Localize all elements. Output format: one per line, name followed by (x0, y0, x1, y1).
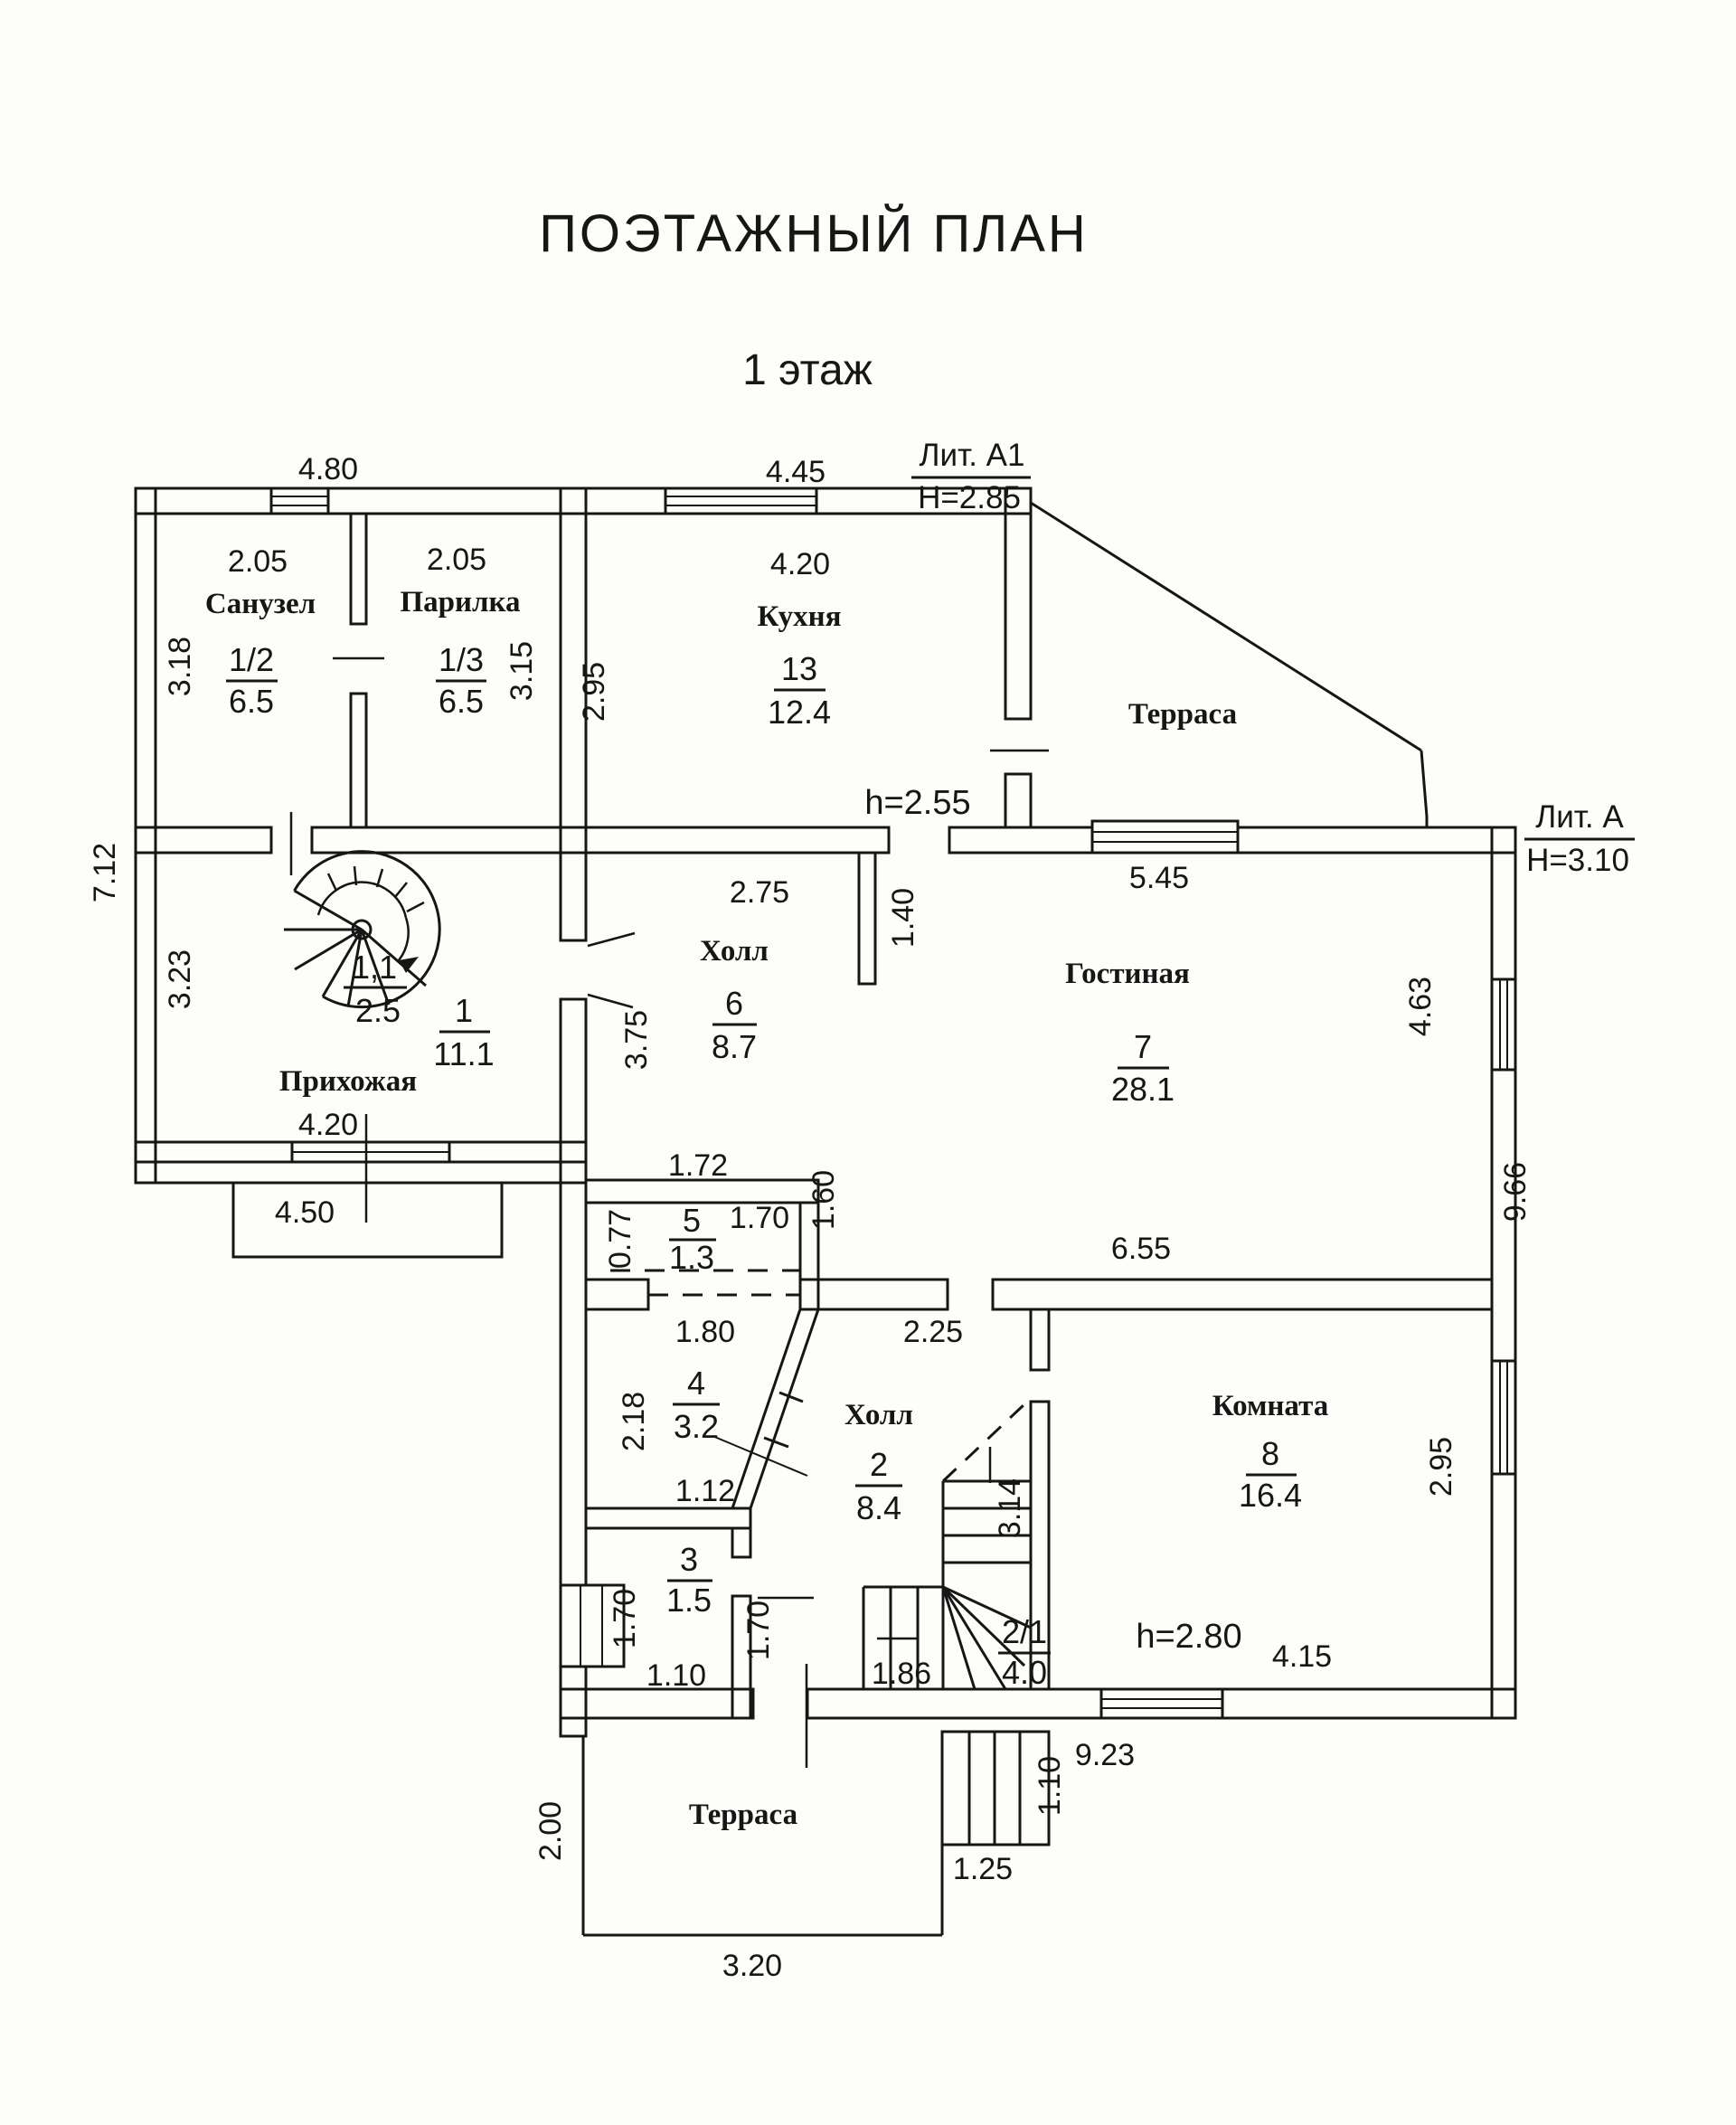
height-note-kitchen: h=2.55 (864, 784, 971, 822)
window-icon (1092, 821, 1238, 853)
svg-text:7: 7 (1133, 1028, 1153, 1065)
room-label-room8: Комната (1212, 1390, 1329, 1422)
room-label-sanuzel: Санузел (204, 588, 316, 620)
svg-text:2.5: 2.5 (354, 992, 401, 1029)
svg-text:6.5: 6.5 (438, 683, 485, 720)
wall (586, 1180, 818, 1203)
room-label-terrace-top: Терраса (1127, 698, 1238, 731)
terrace-bottom-outline (583, 1736, 942, 1935)
dim-1.70-c: 1.70 (741, 1600, 776, 1661)
dim-3.14: 3.14 (993, 1478, 1027, 1539)
dim-6.55: 6.55 (1110, 1232, 1172, 1266)
room-label-hallway: Прихожая (278, 1065, 418, 1098)
dim-0.77: 0.77 (603, 1208, 637, 1270)
wall (732, 1528, 750, 1557)
svg-text:6: 6 (724, 985, 744, 1022)
dim-1.10-b: 1.10 (1033, 1755, 1067, 1817)
dim-4.45: 4.45 (765, 455, 826, 489)
svg-text:8.7: 8.7 (711, 1028, 758, 1065)
dim-5.45: 5.45 (1128, 861, 1190, 895)
svg-text:8.4: 8.4 (855, 1489, 902, 1526)
svg-text:1.3: 1.3 (668, 1239, 715, 1276)
dim-1.25: 1.25 (952, 1852, 1014, 1886)
dim-3.18: 3.18 (163, 636, 197, 697)
wall (351, 694, 366, 827)
svg-text:11.1: 11.1 (433, 1035, 495, 1072)
dim-1.70-a: 1.70 (729, 1201, 790, 1235)
wall (561, 1689, 753, 1718)
wall (993, 1280, 1492, 1309)
lit-a-height: Н=3.10 (1526, 843, 1629, 878)
window-icon (1492, 979, 1515, 1070)
room-fraction-r5 (669, 1202, 716, 1276)
svg-text:8: 8 (1260, 1435, 1280, 1472)
room-fraction-hallway (433, 992, 494, 1072)
room-fraction-hall6 (712, 985, 757, 1065)
wall (1222, 1689, 1515, 1718)
dim-2.00: 2.00 (533, 1800, 568, 1862)
dim-2.05-b: 2.05 (426, 543, 487, 577)
dim-1.10-a: 1.10 (646, 1658, 707, 1693)
diagonal-wall (732, 1309, 818, 1508)
dim-3.23: 3.23 (163, 949, 197, 1010)
svg-text:1/2: 1/2 (228, 641, 275, 678)
porch-outline (233, 1183, 502, 1257)
stair-cut-line (943, 1404, 1024, 1481)
wall (800, 1280, 948, 1309)
dim-1.40: 1.40 (886, 887, 920, 949)
dim-2.95-room8: 2.95 (1424, 1436, 1458, 1497)
dim-7.12: 7.12 (88, 842, 122, 903)
window-icon (1101, 1689, 1222, 1718)
dim-9.66: 9.66 (1498, 1161, 1533, 1223)
dim-3.20: 3.20 (722, 1949, 783, 1983)
svg-text:4.0: 4.0 (1001, 1654, 1048, 1691)
dim-1.12: 1.12 (675, 1474, 736, 1508)
room-fraction-room8 (1239, 1435, 1302, 1514)
dim-4.80: 4.80 (297, 452, 359, 486)
wall (859, 853, 875, 984)
dim-2.25: 2.25 (902, 1315, 964, 1349)
wall (136, 488, 156, 1183)
room-fraction-r4 (673, 1365, 720, 1445)
window-icon (665, 488, 816, 514)
room-label-parilka: Парилка (400, 586, 521, 619)
wall (807, 1689, 1101, 1718)
dim-1.70-b: 1.70 (608, 1588, 642, 1649)
svg-text:5: 5 (682, 1202, 702, 1239)
dim-2.95-kitchen: 2.95 (577, 661, 611, 722)
svg-text:1.5: 1.5 (665, 1582, 712, 1619)
svg-text:4: 4 (686, 1365, 706, 1402)
lit-a1-height: Н=2.85 (918, 480, 1021, 515)
wall (586, 1508, 750, 1528)
svg-text:6.5: 6.5 (228, 683, 275, 720)
wall (1005, 488, 1031, 719)
wall (1005, 774, 1031, 827)
dim-2.05-a: 2.05 (227, 544, 288, 579)
room-fraction-parilka (436, 641, 486, 720)
svg-text:2/1: 2/1 (1001, 1613, 1048, 1650)
room-fraction-hall2 (855, 1446, 902, 1526)
svg-text:2: 2 (869, 1446, 889, 1483)
room-label-hall6: Холл (700, 935, 769, 968)
terrace-top-outline (1031, 503, 1427, 827)
wall (1492, 827, 1515, 1718)
svg-text:16.4: 16.4 (1238, 1477, 1303, 1514)
room-fractions (226, 641, 1302, 1691)
dim-4.20-kitchen: 4.20 (769, 547, 831, 581)
window-icon (271, 488, 328, 514)
wall (1031, 1309, 1049, 1370)
dim-1.60: 1.60 (807, 1169, 841, 1231)
dim-3.75: 3.75 (619, 1009, 654, 1071)
svg-text:28.1: 28.1 (1110, 1071, 1175, 1108)
door-leaf-line (712, 1436, 807, 1476)
dim-4.63: 4.63 (1403, 976, 1438, 1037)
wall (136, 1162, 586, 1183)
window-icon (1492, 1361, 1515, 1474)
wall (586, 1280, 648, 1309)
lit-a-label: Лит. А (1535, 799, 1624, 835)
dim-4.20-hallway: 4.20 (297, 1108, 359, 1142)
window-icon (292, 1142, 449, 1162)
wall (312, 827, 889, 853)
svg-text:3.2: 3.2 (673, 1408, 720, 1445)
page-subtitle: 1 этаж (742, 346, 873, 394)
svg-text:12.4: 12.4 (767, 694, 832, 731)
svg-text:13: 13 (780, 650, 818, 687)
room-label-kitchen: Кухня (757, 600, 842, 633)
dim-2.75: 2.75 (729, 875, 790, 910)
dim-4.15: 4.15 (1271, 1639, 1333, 1674)
svg-text:1,1: 1,1 (351, 949, 398, 986)
room-fraction-sanuzel (226, 641, 278, 720)
dim-1.86: 1.86 (871, 1657, 932, 1691)
svg-text:1/3: 1/3 (438, 641, 485, 678)
svg-text:1: 1 (454, 992, 474, 1029)
page-title: ПОЭТАЖНЫЙ ПЛАН (539, 204, 1089, 263)
wall (351, 514, 366, 624)
dim-1.80: 1.80 (675, 1315, 736, 1349)
lit-a1-label: Лит. А1 (919, 438, 1025, 473)
dim-3.15: 3.15 (505, 640, 539, 702)
room-label-hall2: Холл (844, 1399, 913, 1431)
room-label-terrace-bottom: Терраса (688, 1799, 798, 1831)
svg-text:3: 3 (679, 1541, 699, 1578)
dim-4.50: 4.50 (274, 1195, 335, 1230)
dim-2.18: 2.18 (617, 1391, 651, 1452)
dim-1.72: 1.72 (667, 1148, 729, 1183)
room-fraction-kitchen (768, 650, 831, 731)
height-note-room8: h=2.80 (1136, 1618, 1242, 1656)
room-label-living: Гостиная (1065, 958, 1190, 990)
room-fraction-living (1111, 1028, 1175, 1108)
dim-9.23: 9.23 (1074, 1738, 1136, 1772)
room-fraction-r3 (666, 1541, 712, 1619)
room-fraction-stair (998, 1613, 1051, 1691)
